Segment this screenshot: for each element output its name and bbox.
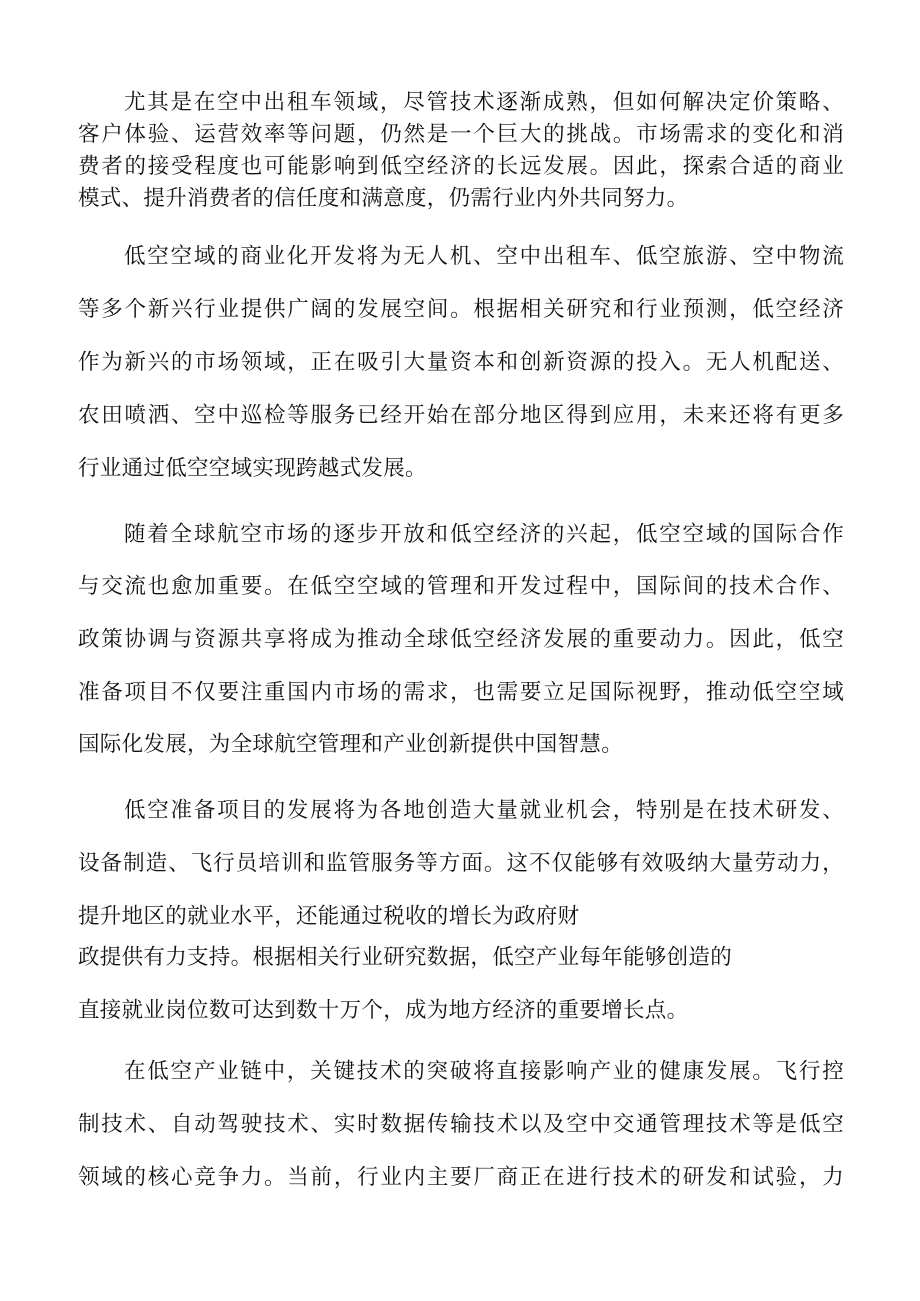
paragraph-2-line-1: 低空空域的商业化开发将为无人机、空中出租车、低空旅游、空中物流 bbox=[124, 244, 844, 269]
paragraph-1-line-2: 客户体验、运营效率等问题，仍然是一个巨大的挑战。市场需求的变化和消 bbox=[78, 122, 844, 147]
paragraph-4-line-4: 政提供有力支持。根据相关行业研究数据，低空产业每年能够创造的 bbox=[78, 945, 733, 970]
paragraph-4-line-1: 低空准备项目的发展将为各地创造大量就业机会，特别是在技术研发、 bbox=[124, 798, 844, 823]
paragraph-1-line-3: 费者的接受程度也可能影响到低空经济的长远发展。因此，探索合适的商业 bbox=[78, 154, 844, 179]
paragraph-3-line-1: 随着全球航空市场的逐步开放和低空经济的兴起，低空空域的国际合作 bbox=[124, 522, 844, 547]
paragraph-3-line-4: 准备项目不仅要注重国内市场的需求，也需要立足国际视野，推动低空空域 bbox=[78, 680, 844, 705]
paragraph-3-line-5: 国际化发展，为全球航空管理和产业创新提供中国智慧。 bbox=[78, 732, 624, 757]
paragraph-4-line-3: 提升地区的就业水平，还能通过税收的增长为政府财 bbox=[78, 904, 580, 929]
paragraph-4-line-5: 直接就业岗位数可达到数十万个，成为地方经济的重要增长点。 bbox=[78, 998, 689, 1023]
paragraph-2-line-5: 行业通过低空空域实现跨越式发展。 bbox=[78, 456, 427, 481]
paragraph-2-line-3: 作为新兴的市场领域，正在吸引大量资本和创新资源的投入。无人机配送、 bbox=[78, 350, 844, 375]
paragraph-3-line-2: 与交流也愈加重要。在低空空域的管理和开发过程中，国际间的技术合作、 bbox=[78, 574, 844, 599]
paragraph-5-line-2: 制技术、自动驾驶技术、实时数据传输技术以及空中交通管理技术等是低空 bbox=[78, 1112, 844, 1137]
paragraph-2-line-2: 等多个新兴行业提供广阔的发展空间。根据相关研究和行业预测，低空经济 bbox=[78, 297, 844, 322]
paragraph-3-line-3: 政策协调与资源共享将成为推动全球低空经济发展的重要动力。因此，低空 bbox=[78, 627, 844, 652]
paragraph-2-line-4: 农田喷洒、空中巡检等服务已经开始在部分地区得到应用，未来还将有更多 bbox=[78, 403, 844, 428]
paragraph-4-line-2: 设备制造、飞行员培训和监管服务等方面。这不仅能够有效吸纳大量劳动力， bbox=[78, 851, 844, 876]
paragraph-1-line-1: 尤其是在空中出租车领域，尽管技术逐渐成熟，但如何解决定价策略、 bbox=[124, 90, 844, 115]
paragraph-5-line-1: 在低空产业链中，关键技术的突破将直接影响产业的健康发展。飞行控 bbox=[124, 1059, 844, 1084]
paragraph-1-line-4: 模式、提升消费者的信任度和满意度，仍需行业内外共同努力。 bbox=[78, 186, 689, 211]
paragraph-5-line-3: 领域的核心竞争力。当前，行业内主要厂商正在进行技术的研发和试验，力 bbox=[78, 1165, 844, 1190]
